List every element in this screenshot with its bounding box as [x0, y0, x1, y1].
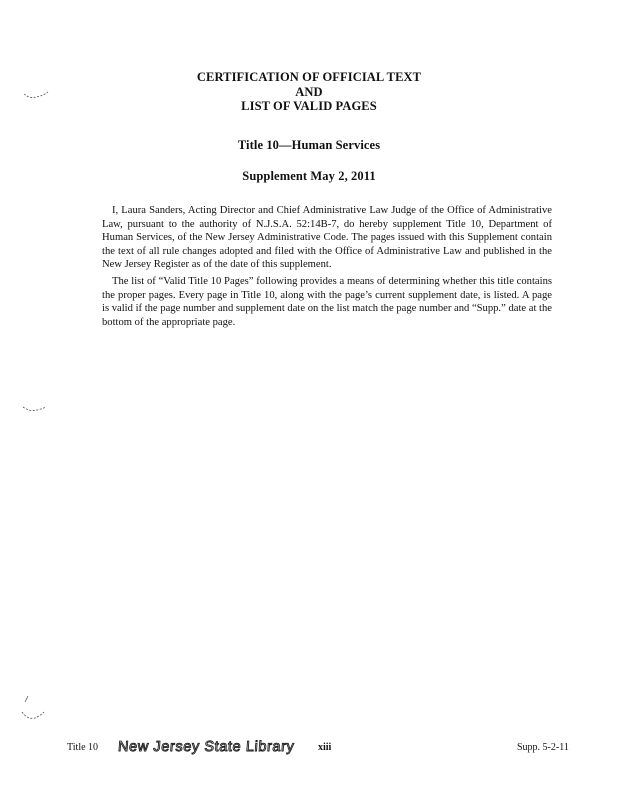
certification-heading-and: AND	[295, 85, 323, 99]
title-subtitle: Title 10—Human Services	[237, 138, 381, 152]
valid-pages-paragraph: The list of “Valid Title 10 Pages” following provides a means of determining whether this title contains the proper pages. Every page in Title 10, along with the page’s current supplement date, is listed. A page is valid if the page number and supplement date on the list match the page number and “Supp.” date at the bottom of the appropriate page.	[102, 276, 552, 328]
supplement-date: Supplement May 2, 2011	[242, 169, 376, 183]
certification-paragraph: I, Laura Sanders, Acting Director and Chief Administrative Law Judge of the Office of Administrative Law, pursuant to the authority of N.J.S.A. 52:14B-7, do hereby supplement Title 10, Department of Human Services, of the New Jersey Administrative Code. The pages issued with this Supplement contain the text of all rule changes adopted and filed with the Office of Administrative Law and published in the New Jersey Register as of the date of this supplement.	[102, 205, 552, 270]
scan-mark	[22, 404, 48, 414]
page-number: xiii	[318, 742, 332, 753]
valid-pages-heading: LIST OF VALID PAGES	[241, 99, 377, 113]
library-stamp: New Jersey State Library	[117, 739, 295, 755]
footer-supp-date: Supp. 5-2-11	[517, 742, 569, 753]
scan-mark	[20, 694, 46, 724]
certification-heading: CERTIFICATION OF OFFICIAL TEXT	[196, 70, 422, 84]
footer-title: Title 10	[67, 742, 99, 753]
